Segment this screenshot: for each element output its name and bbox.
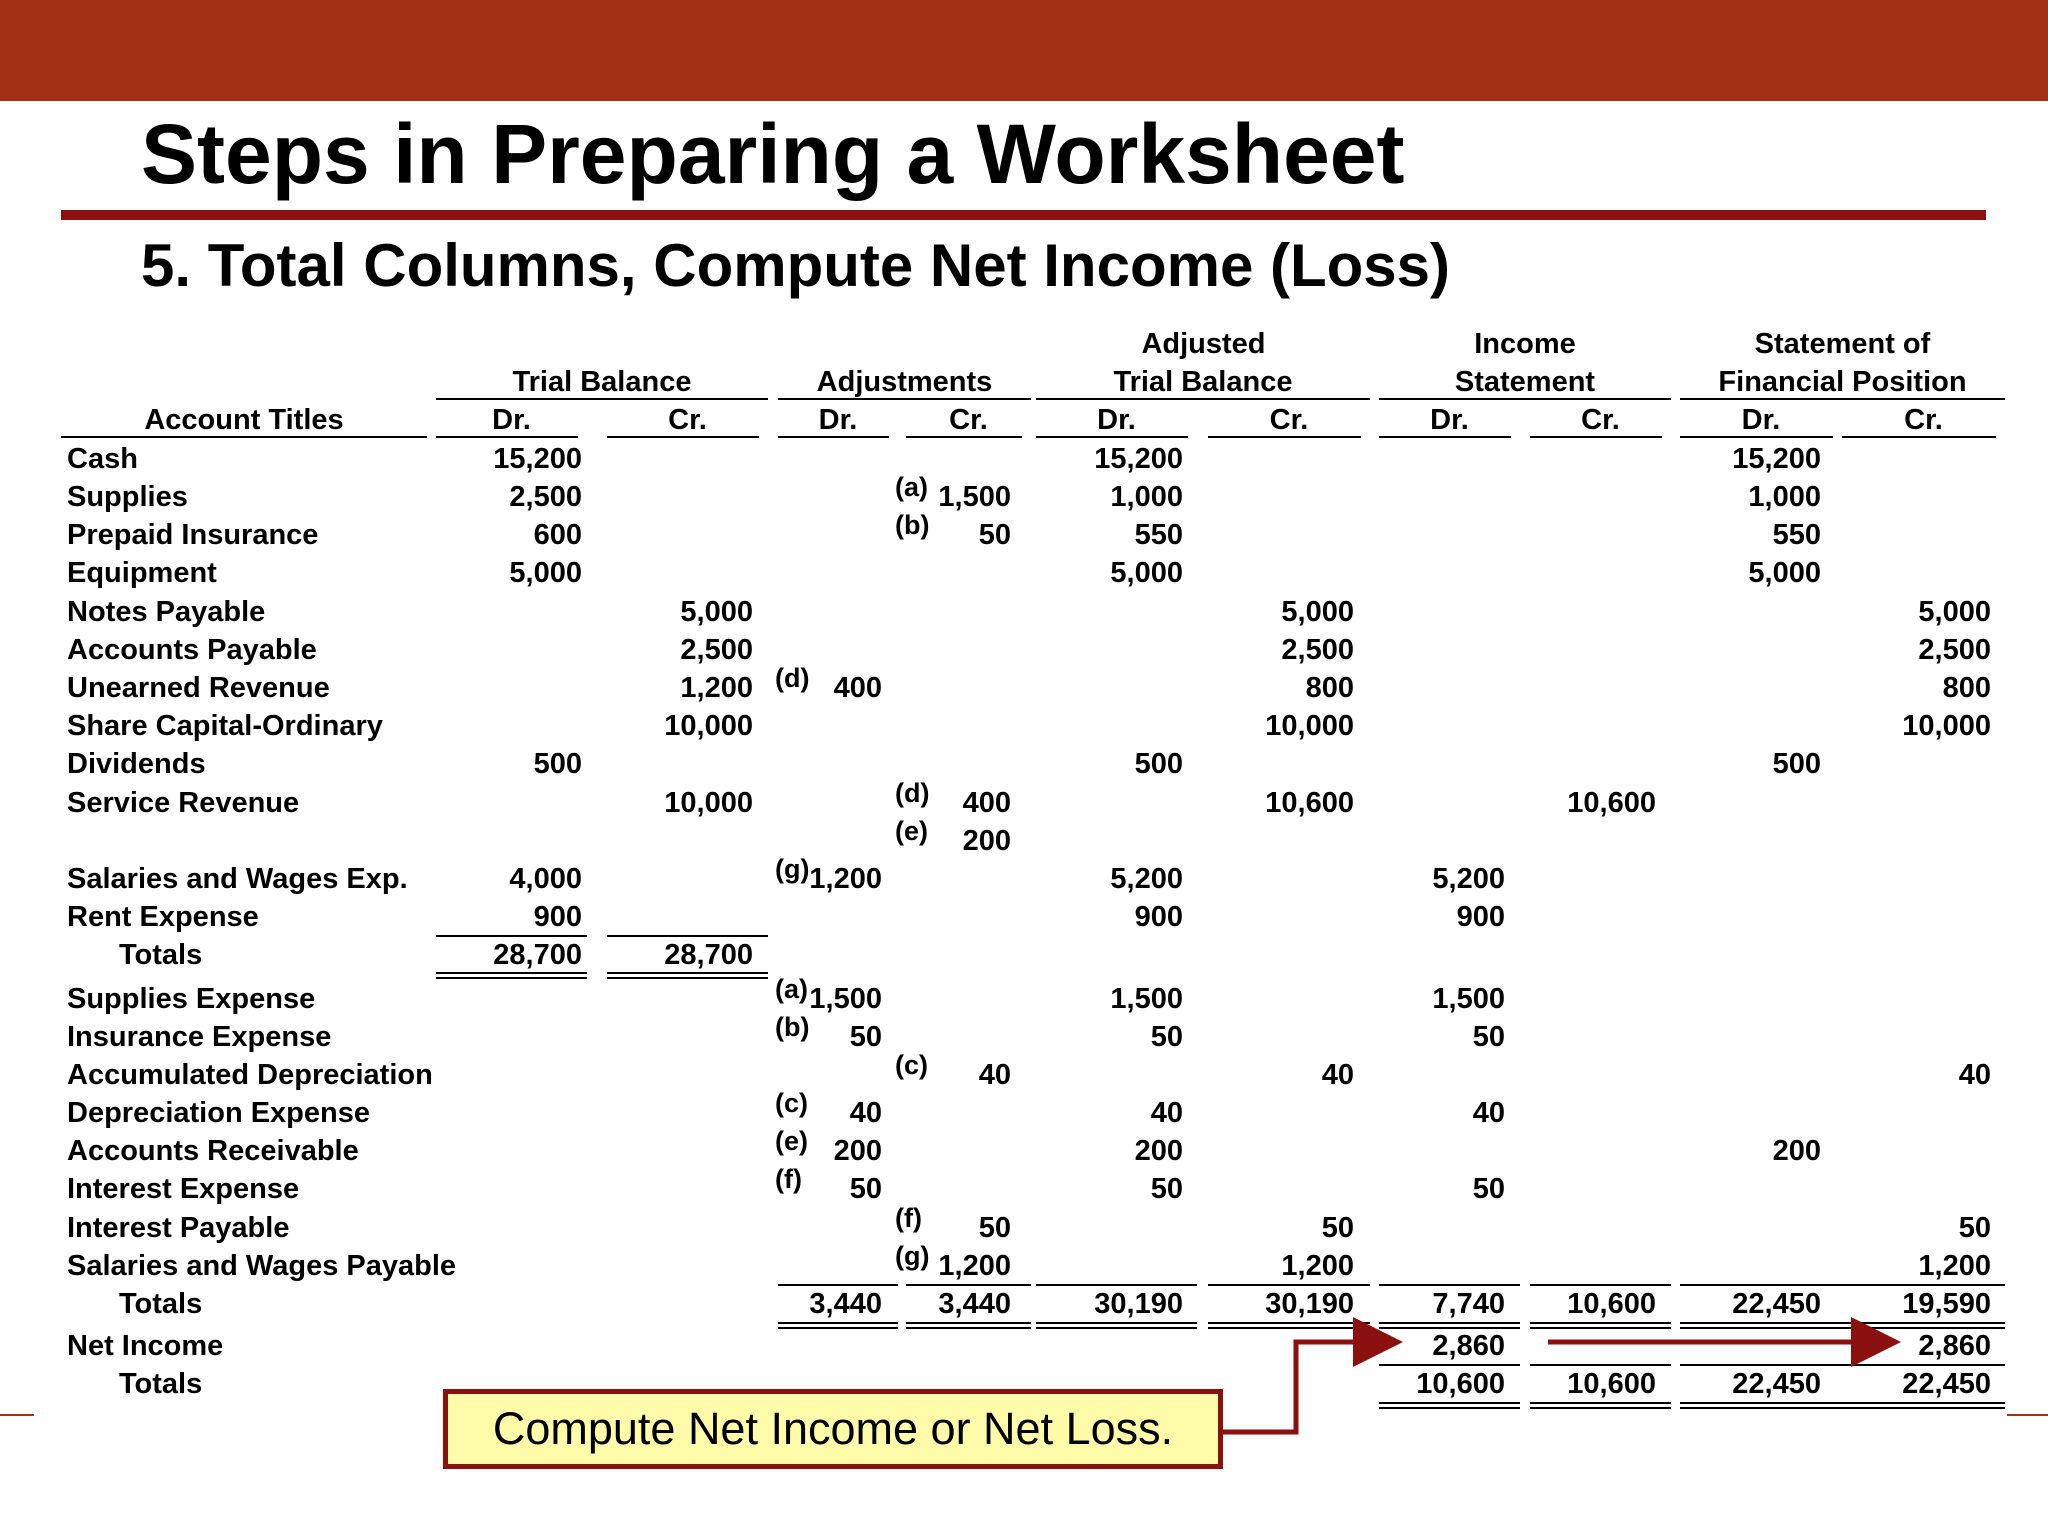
- cell-atb-cr: 10,600: [1265, 787, 1354, 819]
- cell-atb-cr: 1,200: [1281, 1250, 1354, 1282]
- account-title: Insurance Expense: [67, 1021, 332, 1053]
- adjustment-ref-label: (d): [895, 778, 930, 808]
- account-title: Supplies: [67, 481, 188, 513]
- cell-tb-cr: 1,200: [680, 672, 753, 704]
- arrow-to-income-statement: [1223, 1342, 1398, 1432]
- cell-sofp-dr: 22,450: [1732, 1368, 1821, 1400]
- adjustment-ref-label: (c): [775, 1088, 808, 1118]
- account-title: Totals: [119, 1368, 203, 1400]
- cell-adj-cr: 200: [962, 825, 1011, 857]
- cell-adj-dr: 40: [849, 1097, 882, 1129]
- header-account-titles: Account Titles: [144, 404, 344, 436]
- cell-adj-cr: 1,500: [938, 481, 1011, 513]
- cell-sofp-dr: 200: [1772, 1135, 1821, 1167]
- adjustment-ref-label: (g): [895, 1241, 930, 1271]
- account-title: Interest Payable: [67, 1212, 290, 1244]
- account-title: Dividends: [67, 748, 206, 780]
- cell-is-dr: 50: [1472, 1021, 1505, 1053]
- account-title: Totals: [119, 939, 203, 971]
- cell-is-dr: 1,500: [1432, 983, 1505, 1015]
- cell-sofp-cr: 22,450: [1902, 1368, 1991, 1400]
- cell-tb-cr: 10,000: [664, 787, 753, 819]
- account-title: Supplies Expense: [67, 983, 316, 1015]
- cell-adj-dr: 1,500: [809, 983, 882, 1015]
- cell-is-cr: 10,600: [1567, 787, 1656, 819]
- cell-is-dr: 40: [1472, 1097, 1505, 1129]
- header-sofp_cr: Cr.: [1904, 404, 1943, 436]
- cell-atb-cr: 10,000: [1265, 710, 1354, 742]
- adjustment-ref-label: (e): [775, 1126, 808, 1156]
- header-adjustments: Adjustments: [816, 366, 993, 398]
- cell-is-dr: 5,200: [1432, 863, 1505, 895]
- account-title: Interest Expense: [67, 1173, 300, 1205]
- cell-atb-dr: 5,000: [1110, 557, 1183, 589]
- header-adj_dr: Dr.: [818, 404, 858, 436]
- account-title: Prepaid Insurance: [67, 519, 319, 551]
- cell-atb-dr: 1,500: [1110, 983, 1183, 1015]
- account-title: Depreciation Expense: [67, 1097, 370, 1129]
- account-title: Salaries and Wages Exp.: [67, 863, 408, 895]
- cell-atb-cr: 2,500: [1281, 634, 1354, 666]
- account-title: Service Revenue: [67, 787, 300, 819]
- header-atb_dr: Dr.: [1097, 404, 1136, 436]
- adjustment-ref-label: (e): [895, 816, 928, 846]
- cell-tb-dr: 900: [533, 901, 582, 933]
- cell-tb-cr: 28,700: [664, 939, 753, 971]
- cell-sofp-cr: 40: [1958, 1059, 1991, 1091]
- adjustment-ref-label: (f): [895, 1203, 922, 1233]
- cell-sofp-cr: 19,590: [1902, 1288, 1991, 1320]
- account-title: Accounts Payable: [67, 634, 317, 666]
- account-title: Equipment: [67, 557, 217, 589]
- cell-tb-dr: 2,500: [509, 481, 582, 513]
- cell-atb-cr: 50: [1321, 1212, 1354, 1244]
- cell-sofp-cr: 2,860: [1918, 1330, 1991, 1362]
- cell-is-cr: 10,600: [1567, 1288, 1656, 1320]
- account-title: Accumulated Depreciation: [67, 1059, 433, 1091]
- cell-is-dr: 10,600: [1416, 1368, 1505, 1400]
- header-atb_cr: Cr.: [1269, 404, 1309, 436]
- cell-atb-dr: 500: [1134, 748, 1183, 780]
- adjustment-ref-label: (d): [775, 663, 810, 693]
- cell-sofp-dr: 550: [1772, 519, 1821, 551]
- cell-is-cr: 10,600: [1567, 1368, 1656, 1400]
- cell-adj-dr: 400: [833, 672, 882, 704]
- cell-sofp-cr: 50: [1958, 1212, 1991, 1244]
- page-title: Steps in Preparing a Worksheet: [141, 107, 1405, 201]
- header-adj_cr: Cr.: [949, 404, 988, 436]
- page-subtitle: 5. Total Columns, Compute Net Income (Loss): [141, 232, 1450, 299]
- cell-tb-dr: 600: [533, 519, 582, 551]
- cell-is-dr: 900: [1456, 901, 1505, 933]
- cell-sofp-dr: 22,450: [1732, 1288, 1821, 1320]
- account-title: Unearned Revenue: [67, 672, 330, 704]
- account-title: Notes Payable: [67, 596, 266, 628]
- callout-box: Compute Net Income or Net Loss.: [443, 1389, 1223, 1469]
- header-tb_cr: Cr.: [668, 404, 707, 436]
- cell-atb-cr: 30,190: [1265, 1288, 1354, 1320]
- cell-sofp-cr: 10,000: [1902, 710, 1991, 742]
- account-title: Cash: [67, 443, 138, 475]
- adjustment-ref-label: (b): [895, 510, 930, 540]
- header-adjusted: Adjusted: [1141, 328, 1266, 360]
- cell-adj-dr: 50: [849, 1021, 882, 1053]
- adjustment-ref-label: (g): [775, 854, 810, 884]
- cell-adj-dr: 3,440: [809, 1288, 882, 1320]
- header-trial-balance: Trial Balance: [512, 366, 692, 398]
- header-is_cr: Cr.: [1581, 404, 1620, 436]
- cell-atb-cr: 40: [1321, 1059, 1354, 1091]
- cell-atb-dr: 15,200: [1094, 443, 1183, 475]
- cell-adj-cr: 40: [978, 1059, 1011, 1091]
- cell-tb-cr: 2,500: [680, 634, 753, 666]
- cell-atb-dr: 1,000: [1110, 481, 1183, 513]
- cell-sofp-cr: 800: [1942, 672, 1991, 704]
- cell-tb-dr: 28,700: [493, 939, 582, 971]
- cell-tb-dr: 4,000: [509, 863, 582, 895]
- cell-adj-cr: 400: [962, 787, 1011, 819]
- cell-sofp-dr: 500: [1772, 748, 1821, 780]
- header-is_dr: Dr.: [1430, 404, 1469, 436]
- header-tb_dr: Dr.: [492, 404, 531, 436]
- cell-sofp-dr: 1,000: [1748, 481, 1821, 513]
- cell-adj-cr: 50: [978, 1212, 1011, 1244]
- cell-atb-dr: 200: [1134, 1135, 1183, 1167]
- cell-atb-dr: 550: [1134, 519, 1183, 551]
- cell-atb-cr: 5,000: [1281, 596, 1354, 628]
- cell-atb-dr: 50: [1150, 1021, 1183, 1053]
- cell-sofp-cr: 1,200: [1918, 1250, 1991, 1282]
- cell-atb-cr: 800: [1305, 672, 1354, 704]
- header-income-statement: Statement: [1454, 366, 1596, 398]
- header-adjusted-tb: Trial Balance: [1113, 366, 1293, 398]
- cell-is-dr: 7,740: [1432, 1288, 1505, 1320]
- account-title: Salaries and Wages Payable: [67, 1250, 457, 1282]
- header-sofp: Statement of: [1754, 328, 1931, 360]
- cell-atb-dr: 900: [1134, 901, 1183, 933]
- cell-tb-dr: 15,200: [493, 443, 582, 475]
- cell-is-dr: 2,860: [1432, 1330, 1505, 1362]
- cell-adj-dr: 200: [833, 1135, 882, 1167]
- cell-sofp-dr: 15,200: [1732, 443, 1821, 475]
- account-title: Net Income: [67, 1330, 224, 1362]
- header-sofp_dr: Dr.: [1741, 404, 1781, 436]
- cell-adj-dr: 50: [849, 1173, 882, 1205]
- cell-tb-dr: 5,000: [509, 557, 582, 589]
- adjustment-ref-label: (a): [895, 472, 928, 502]
- cell-atb-dr: 50: [1150, 1173, 1183, 1205]
- cell-sofp-cr: 5,000: [1918, 596, 1991, 628]
- cell-sofp-cr: 2,500: [1918, 634, 1991, 666]
- cell-adj-cr: 1,200: [938, 1250, 1011, 1282]
- account-title: Share Capital-Ordinary: [67, 710, 383, 742]
- account-title: Rent Expense: [67, 901, 259, 933]
- cell-adj-cr: 3,440: [938, 1288, 1011, 1320]
- account-title: Totals: [119, 1288, 203, 1320]
- cell-tb-dr: 500: [533, 748, 582, 780]
- adjustment-ref-label: (c): [895, 1050, 928, 1080]
- cell-tb-cr: 5,000: [680, 596, 753, 628]
- adjustment-ref-label: (a): [775, 974, 808, 1004]
- header-income: Income: [1474, 328, 1576, 360]
- adjustment-ref-label: (f): [775, 1164, 802, 1194]
- cell-is-dr: 50: [1472, 1173, 1505, 1205]
- cell-atb-dr: 40: [1150, 1097, 1183, 1129]
- cell-adj-cr: 50: [978, 519, 1011, 551]
- cell-atb-dr: 5,200: [1110, 863, 1183, 895]
- adjustment-ref-label: (b): [775, 1012, 810, 1042]
- cell-sofp-dr: 5,000: [1748, 557, 1821, 589]
- cell-atb-dr: 30,190: [1094, 1288, 1183, 1320]
- account-title: Accounts Receivable: [67, 1135, 359, 1167]
- cell-adj-dr: 1,200: [809, 863, 882, 895]
- cell-tb-cr: 10,000: [664, 710, 753, 742]
- header-financial-position: Financial Position: [1718, 366, 1967, 398]
